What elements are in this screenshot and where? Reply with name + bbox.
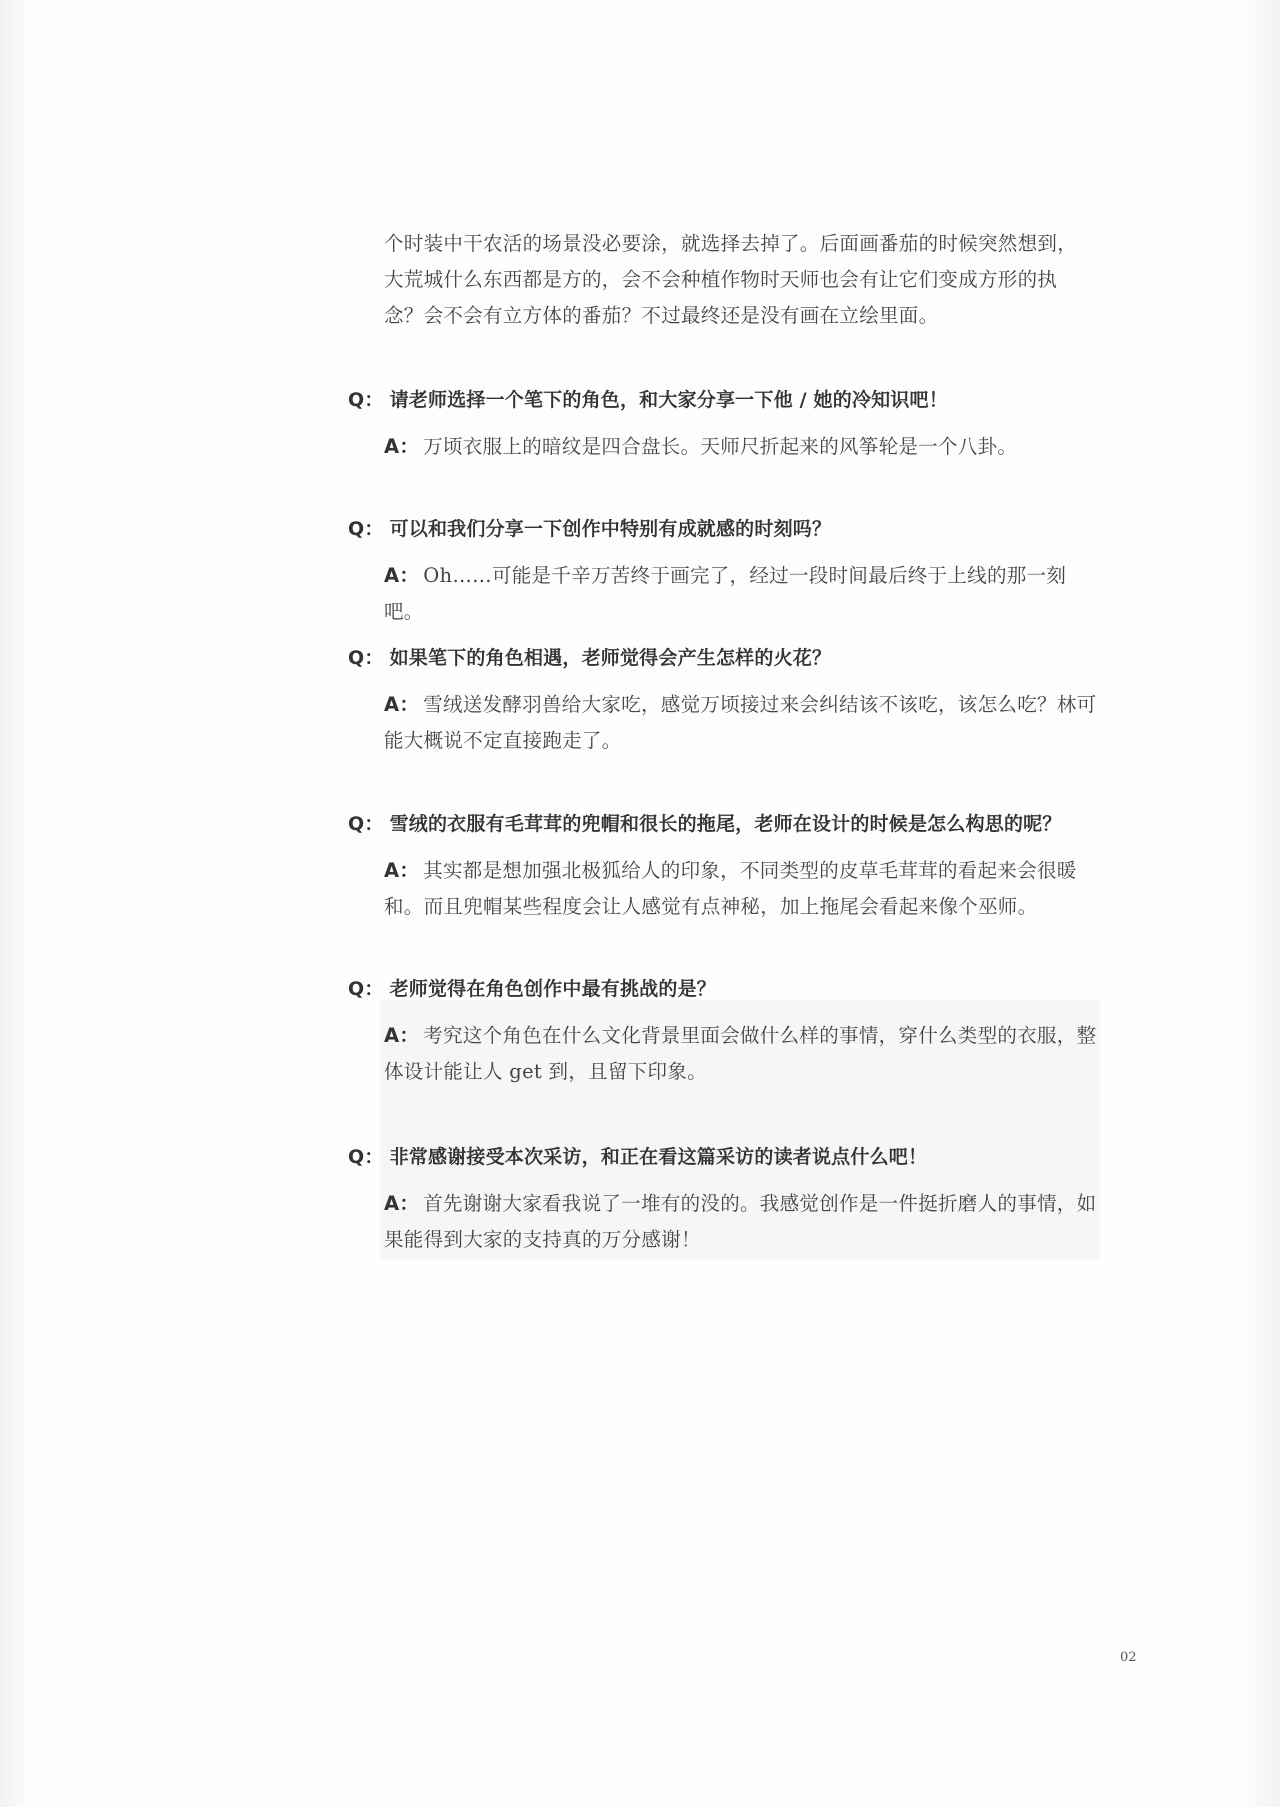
qa-item <box>348 386 1098 465</box>
question-label: Q： <box>348 389 384 411</box>
answer-text: Oh……可能是千辛万苦终于画完了，经过一段时间最后终于上线的那一刻吧。 <box>384 564 1067 623</box>
question-text: 雪绒的衣服有毛茸茸的兜帽和很长的拖尾，老师在设计的时候是怎么构思的呢？ <box>389 813 1062 835</box>
answer <box>384 853 1098 925</box>
answer-label: A： <box>384 1024 420 1047</box>
question <box>348 1143 1098 1171</box>
question-text: 老师觉得在角色创作中最有挑战的是？ <box>389 978 716 1000</box>
answer-label: A： <box>384 859 420 882</box>
qa-item <box>348 810 1098 925</box>
answer-text: 首先谢谢大家看我说了一堆有的没的。我感觉创作是一件挺折磨人的事情，如果能得到大家的支持真的万分感谢！ <box>384 1192 1097 1251</box>
question <box>348 644 1098 672</box>
scan-shadow-right <box>1240 0 1280 1807</box>
question <box>348 975 1098 1003</box>
intro-paragraph: 个时装中干农活的场景没必要涂，就选择去掉了。后面画番茄的时候突然想到，大荒城什么东西都是方的，会不会种植作物时天师也会有让它们变成方形的执念？会不会有立方体的番茄？不过最终还是没有画在立绘里面。 <box>384 232 1078 327</box>
question-text: 请老师选择一个笔下的角色，和大家分享一下他 / 她的冷知识吧！ <box>389 389 948 411</box>
question-label: Q： <box>348 518 384 540</box>
question-text: 如果笔下的角色相遇，老师觉得会产生怎样的火花？ <box>389 647 832 669</box>
answer <box>384 1018 1098 1090</box>
qa-item <box>348 644 1098 759</box>
question <box>348 386 1098 414</box>
page-number: 02 <box>1120 1650 1137 1665</box>
answer-text: 雪绒送发酵羽兽给大家吃，感觉万顷接过来会纠结该不该吃，该怎么吃？林可能大概说不定直接跑走了。 <box>384 693 1097 752</box>
scan-shadow-left <box>0 0 30 1807</box>
question <box>348 810 1098 838</box>
question-text: 可以和我们分享一下创作中特别有成就感的时刻吗？ <box>389 518 832 540</box>
answer-text: 万顷衣服上的暗纹是四合盘长。天师尺折起来的风筝轮是一个八卦。 <box>423 435 1018 458</box>
question-label: Q： <box>348 647 384 669</box>
qa-item <box>348 515 1098 630</box>
answer <box>384 687 1098 759</box>
qa-item <box>348 1143 1098 1258</box>
answer-label: A： <box>384 1192 420 1215</box>
answer-label: A： <box>384 435 420 458</box>
question-text: 非常感谢接受本次采访，和正在看这篇采访的读者说点什么吧！ <box>389 1146 928 1168</box>
answer-label: A： <box>384 564 420 587</box>
answer-text: 其实都是想加强北极狐给人的印象，不同类型的皮草毛茸茸的看起来会很暖和。而且兜帽某些程度会让人感觉有点神秘，加上拖尾会看起来像个巫师。 <box>384 859 1077 918</box>
question-label: Q： <box>348 1146 384 1168</box>
answer-label: A： <box>384 693 420 716</box>
answer <box>384 1186 1098 1258</box>
answer <box>384 429 1098 465</box>
question <box>348 515 1098 543</box>
qa-item <box>348 975 1098 1090</box>
question-label: Q： <box>348 813 384 835</box>
answer <box>384 558 1098 630</box>
question-label: Q： <box>348 978 384 1000</box>
answer-text: 考究这个角色在什么文化背景里面会做什么样的事情，穿什么类型的衣服，整体设计能让人 get 到，且留下印象。 <box>384 1024 1097 1083</box>
